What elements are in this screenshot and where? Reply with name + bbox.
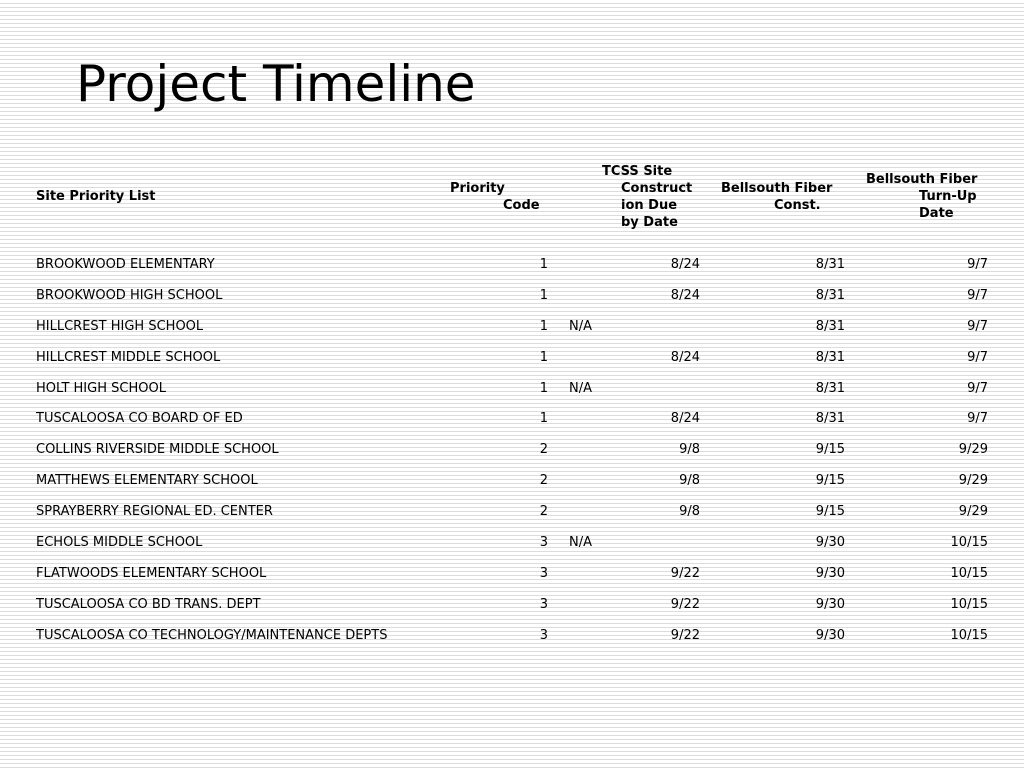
cell-fiber-turnup-date: 10/15: [950, 596, 988, 612]
cell-fiber-const-date: 8/31: [815, 380, 845, 396]
table-row: [0, 497, 1024, 528]
cell-site-name: HILLCREST MIDDLE SCHOOL: [36, 349, 221, 365]
cell-priority-code: 2: [539, 442, 548, 458]
header-line: by Date: [621, 215, 678, 230]
table-row: [0, 590, 1024, 621]
header-line: Bellsouth Fiber: [866, 172, 978, 187]
cell-tcss-due-date: 9/22: [670, 627, 700, 643]
cell-tcss-due-date: 9/22: [670, 596, 700, 612]
cell-fiber-turnup-date: 9/7: [967, 411, 988, 427]
cell-fiber-const-date: 8/31: [815, 318, 845, 334]
cell-fiber-turnup-date: 10/15: [950, 535, 988, 551]
cell-fiber-turnup-date: 9/7: [967, 257, 988, 272]
cell-fiber-const-date: 9/30: [815, 535, 845, 551]
cell-site-name: ECHOLS MIDDLE SCHOOL: [36, 535, 203, 551]
cell-fiber-const-date: 9/15: [815, 473, 845, 489]
cell-fiber-turnup-date: 9/29: [958, 504, 988, 520]
header-line: Bellsouth Fiber: [721, 181, 833, 196]
header-line: Const.: [774, 198, 821, 213]
cell-tcss-due-date: 8/24: [670, 411, 700, 427]
cell-tcss-due-date: 8/24: [670, 349, 700, 365]
header-line: Date: [919, 206, 954, 221]
cell-priority-code: 1: [539, 318, 548, 334]
cell-tcss-due-date: 9/22: [670, 565, 700, 581]
cell-fiber-const-date: 8/31: [815, 257, 845, 272]
cell-fiber-turnup-date: 9/7: [967, 380, 988, 396]
cell-fiber-const-date: 9/15: [815, 504, 845, 520]
cell-priority-code: 1: [539, 257, 548, 272]
header-line: Turn-Up: [919, 189, 977, 204]
cell-priority-code: 3: [539, 627, 548, 643]
header-line: ion Due: [621, 198, 678, 213]
table-row: [0, 559, 1024, 590]
table-row: [0, 621, 1024, 652]
cell-tcss-due-date: N/A: [569, 380, 592, 396]
cell-fiber-turnup-date: 9/7: [967, 287, 988, 303]
cell-fiber-turnup-date: 9/29: [958, 442, 988, 458]
cell-priority-code: 2: [539, 504, 548, 520]
table-body: [0, 250, 1024, 652]
cell-fiber-turnup-date: 9/7: [967, 318, 988, 334]
cell-tcss-due-date: 9/8: [679, 442, 700, 458]
table-row: [0, 435, 1024, 466]
cell-fiber-turnup-date: 10/15: [950, 627, 988, 643]
header-line: Priority: [450, 181, 505, 196]
cell-fiber-const-date: 9/15: [815, 442, 845, 458]
cell-fiber-const-date: 9/30: [815, 565, 845, 581]
header-priority-code: [450, 180, 540, 214]
cell-priority-code: 1: [539, 287, 548, 303]
cell-fiber-const-date: 8/31: [815, 287, 845, 303]
cell-fiber-const-date: 9/30: [815, 596, 845, 612]
table-row: [0, 404, 1024, 435]
cell-site-name: MATTHEWS ELEMENTARY SCHOOL: [36, 473, 258, 489]
cell-site-name: HILLCREST HIGH SCHOOL: [36, 318, 204, 334]
table-row: [0, 312, 1024, 343]
cell-fiber-const-date: 8/31: [815, 411, 845, 427]
cell-fiber-turnup-date: 9/7: [967, 349, 988, 365]
cell-tcss-due-date: 9/8: [679, 504, 700, 520]
header-line: Site Priority List: [36, 189, 156, 204]
cell-site-name: BROOKWOOD ELEMENTARY: [36, 257, 215, 272]
cell-tcss-due-date: N/A: [569, 535, 592, 551]
cell-site-name: HOLT HIGH SCHOOL: [36, 380, 166, 396]
cell-tcss-due-date: 8/24: [670, 257, 700, 272]
table-row: [0, 466, 1024, 497]
cell-priority-code: 3: [539, 535, 548, 551]
header-line: Construct: [621, 181, 693, 196]
header-tcss-construction-due: [602, 163, 692, 231]
cell-priority-code: 3: [539, 596, 548, 612]
header-line: TCSS Site: [602, 164, 673, 179]
cell-site-name: TUSCALOOSA CO BOARD OF ED: [36, 411, 243, 427]
cell-fiber-const-date: 8/31: [815, 349, 845, 365]
cell-tcss-due-date: 8/24: [670, 287, 700, 303]
cell-fiber-turnup-date: 9/29: [958, 473, 988, 489]
cell-site-name: SPRAYBERRY REGIONAL ED. CENTER: [36, 504, 273, 520]
cell-tcss-due-date: N/A: [569, 318, 592, 334]
table-row: [0, 528, 1024, 559]
header-site-priority-list: [36, 188, 155, 205]
header-bellsouth-fiber-turnup: [866, 171, 977, 222]
cell-priority-code: 3: [539, 565, 548, 581]
cell-site-name: COLLINS RIVERSIDE MIDDLE SCHOOL: [36, 442, 279, 458]
page-title: Project Timeline: [76, 55, 476, 113]
cell-priority-code: 1: [539, 349, 548, 365]
cell-site-name: BROOKWOOD HIGH SCHOOL: [36, 287, 223, 303]
table-row: [0, 374, 1024, 405]
cell-priority-code: 2: [539, 473, 548, 489]
cell-site-name: TUSCALOOSA CO BD TRANS. DEPT: [36, 596, 261, 612]
cell-tcss-due-date: 9/8: [679, 473, 700, 489]
header-bellsouth-fiber-const: [721, 180, 832, 214]
table-row: [0, 250, 1024, 281]
table-row: [0, 343, 1024, 374]
cell-priority-code: 1: [539, 380, 548, 396]
cell-site-name: FLATWOODS ELEMENTARY SCHOOL: [36, 565, 267, 581]
cell-site-name: TUSCALOOSA CO TECHNOLOGY/MAINTENANCE DEPTS: [36, 627, 388, 643]
header-line: Code: [503, 198, 540, 213]
cell-priority-code: 1: [539, 411, 548, 427]
cell-fiber-const-date: 9/30: [815, 627, 845, 643]
cell-fiber-turnup-date: 10/15: [950, 565, 988, 581]
table-row: [0, 281, 1024, 312]
